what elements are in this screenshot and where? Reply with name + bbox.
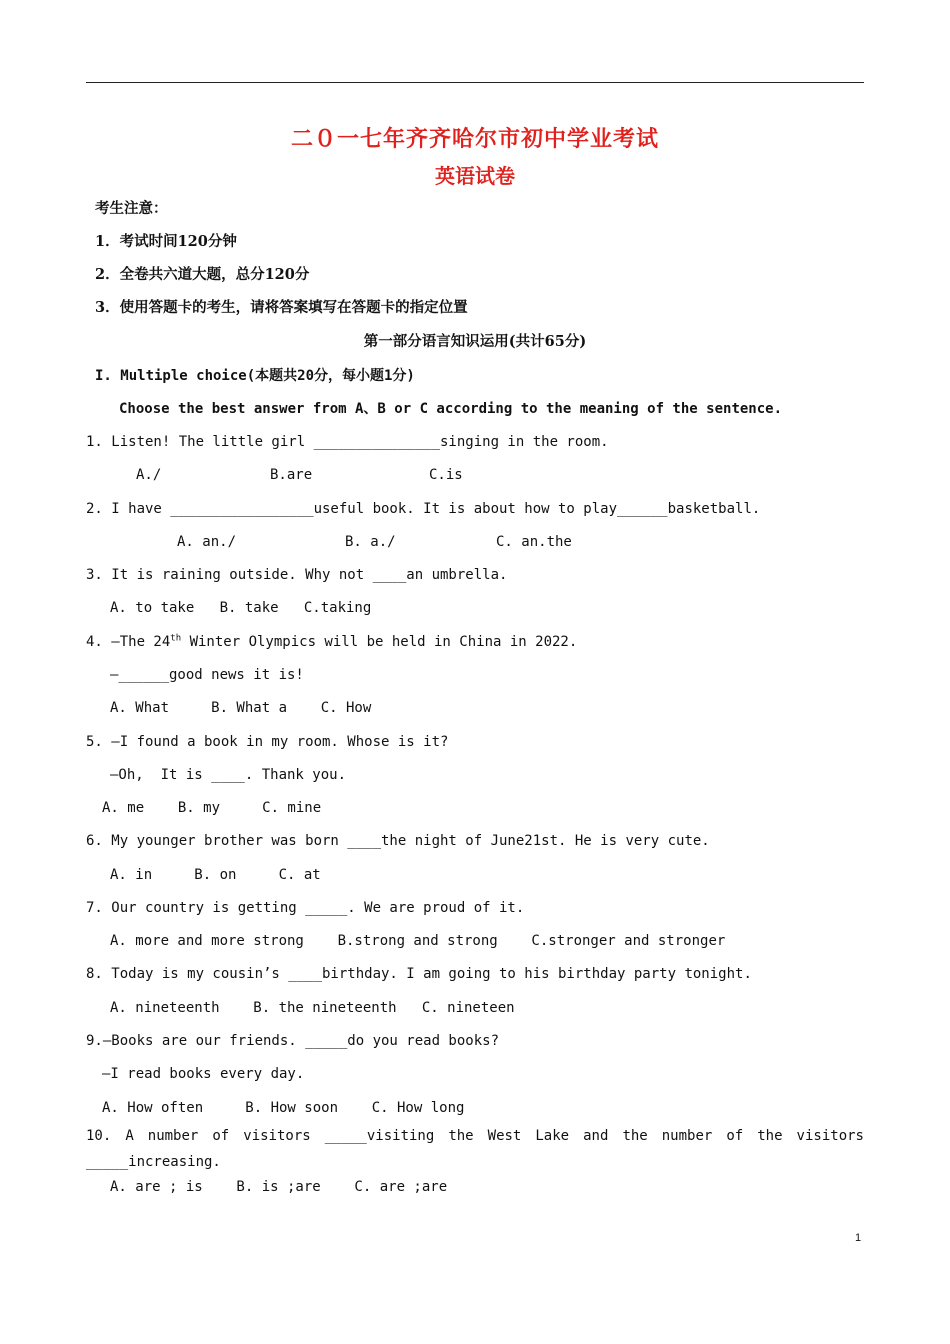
part-one-heading: 第一部分语言知识运用(共计65分) <box>363 333 587 350</box>
question-10-stem: 10. A number of visitors _____visiting the West Lake and the number of the visitors <box>86 1128 864 1144</box>
question-2-option-b: B. a./ <box>345 534 396 550</box>
page-number: 1 <box>855 1232 862 1244</box>
question-7-options: A. more and more strong B.strong and strong C.stronger and stronger <box>110 933 726 949</box>
notice-item-3: 3．使用答题卡的考生，请将答案填写在答题卡的指定位置 <box>95 299 468 316</box>
question-4-options: A. What B. What a C. How <box>110 700 372 716</box>
question-5-stem: 5. —I found a book in my room. Whose is it? <box>86 734 449 750</box>
question-8-stem: 8. Today is my cousin’s ____birthday. I am going to his birthday party tonight. <box>86 966 752 982</box>
notice-item-2: 2．全卷共六道大题，总分120分 <box>95 266 310 283</box>
question-9-options: A. How often B. How soon C. How long <box>102 1100 465 1116</box>
question-1-option-b: B.are <box>270 467 313 483</box>
question-10-stem-continued: _____increasing. <box>86 1154 221 1170</box>
exam-title: 二０一七年齐齐哈尔市初中学业考试 <box>290 126 659 152</box>
question-6-options: A. in B. on C. at <box>110 867 321 883</box>
question-3-options: A. to take B. take C.taking <box>110 600 372 616</box>
question-3-stem: 3. It is raining outside. Why not ____an umbrella. <box>86 567 508 583</box>
question-10-options: A. are ; is B. is ;are C. are ;are <box>110 1179 448 1195</box>
question-8-options: A. nineteenth B. the nineteenth C. nineteen <box>110 1000 515 1016</box>
notice-item-1: 1．考试时间120分钟 <box>95 233 237 250</box>
question-1-option-c: C.is <box>429 467 463 483</box>
question-1-stem: 1. Listen! The little girl _______________singing in the room. <box>86 434 609 450</box>
question-6-stem: 6. My younger brother was born ____the night of June21st. He is very cute. <box>86 833 710 849</box>
question-5-reply: —Oh, It is ____. Thank you. <box>110 767 347 783</box>
section-instruction: Choose the best answer from A、B or C according to the meaning of the sentence. <box>119 401 783 417</box>
question-4-stem: 4. —The 24th Winter Olympics will be held in China in 2022. <box>86 633 578 650</box>
question-5-options: A. me B. my C. mine <box>102 800 322 816</box>
question-2-option-c: C. an.the <box>496 534 572 550</box>
question-9-stem: 9.—Books are our friends. _____do you read books? <box>86 1033 500 1049</box>
question-2-option-a: A. an./ <box>177 534 237 550</box>
question-1-option-a: A./ <box>136 467 162 483</box>
question-9-reply: —I read books every day. <box>102 1066 305 1082</box>
question-7-stem: 7. Our country is getting _____. We are proud of it. <box>86 900 525 916</box>
question-2-stem: 2. I have _________________useful book. It is about how to play______basketball. <box>86 501 761 517</box>
exam-subtitle: 英语试卷 <box>435 164 515 188</box>
header-rule <box>86 82 864 83</box>
notice-heading: 考生注意： <box>95 200 168 217</box>
section-heading: I. Multiple choice(本题共20分，每小题1分) <box>95 368 415 384</box>
question-4-reply: —______good news it is! <box>110 667 304 683</box>
